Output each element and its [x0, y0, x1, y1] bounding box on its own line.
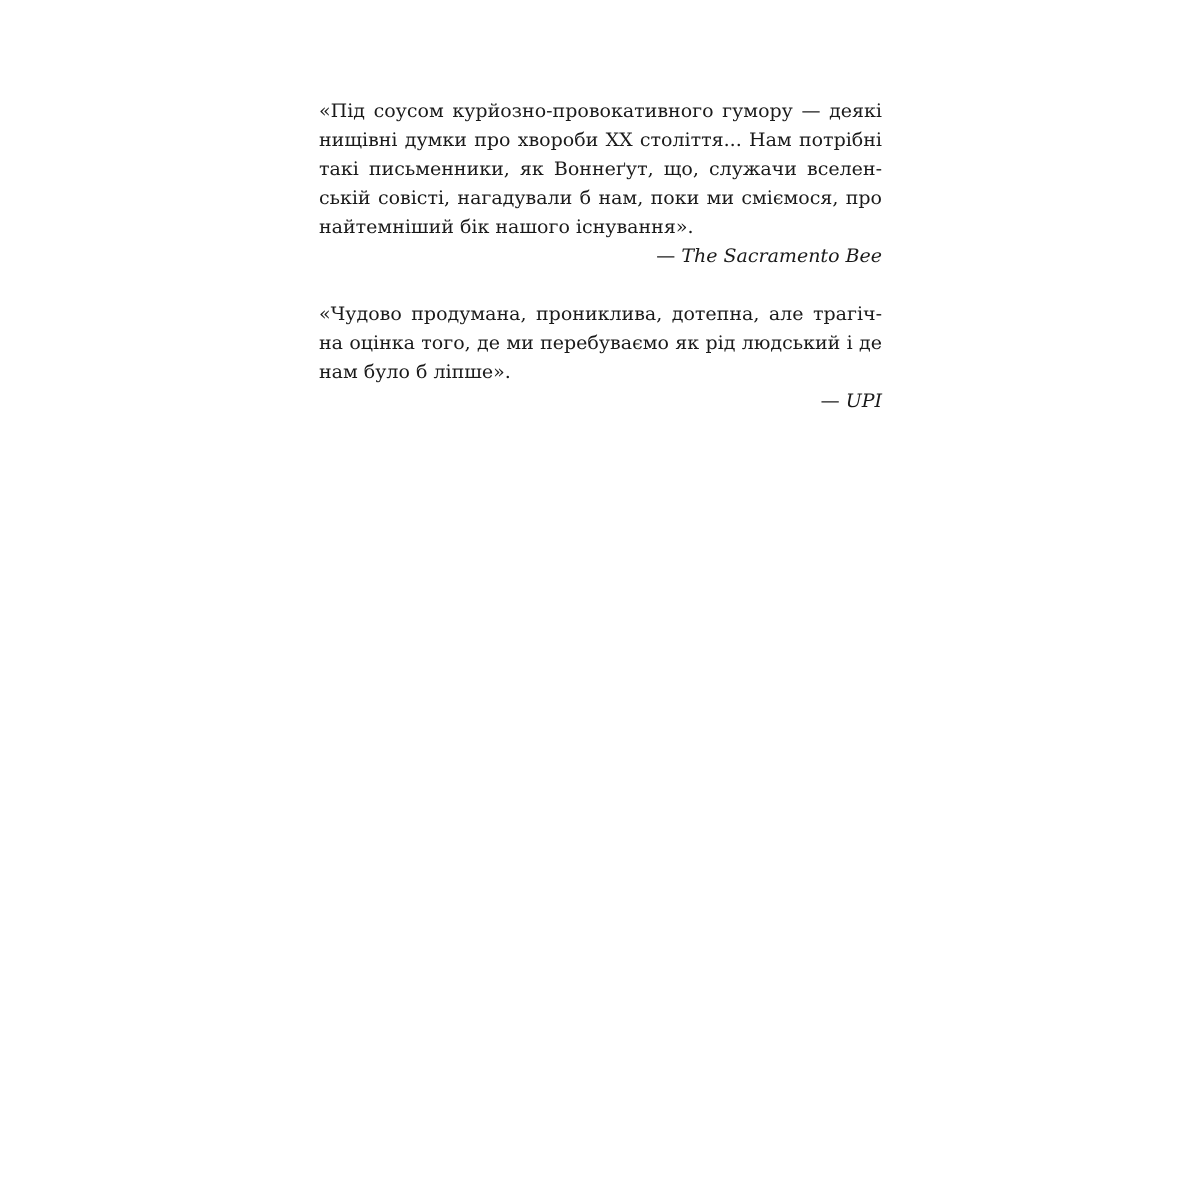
- attribution: [319, 387, 882, 416]
- review-blurb-sacramento-bee: [319, 97, 882, 271]
- attribution-source: The Sacramento Bee: [681, 245, 882, 267]
- page-content: [319, 97, 882, 416]
- quote-line: на оцінка того, де ми перебуваємо як рід людський і де: [319, 332, 882, 354]
- attribution-dash: —: [820, 390, 840, 412]
- attribution: [319, 242, 882, 271]
- attribution-dash: —: [656, 245, 676, 267]
- quote-line: нищівні думки про хвороби XX століття... Нам потрібні: [319, 129, 882, 151]
- quote-line: «Під соусом курйозно-провокативного гумору — деякі: [319, 100, 882, 122]
- quote-line: нам було б ліпше».: [319, 361, 511, 383]
- quote-line: «Чудово продумана, прониклива, дотепна, але трагіч-: [319, 303, 882, 325]
- quote-line: такі письменники, як Воннеґут, що, служачи вселен-: [319, 158, 882, 180]
- quote-line: ській совісті, нагадували б нам, поки ми сміємося, про: [319, 187, 882, 209]
- review-blurb-upi: [319, 300, 882, 416]
- attribution-source: UPI: [845, 390, 882, 412]
- quote-line: найтемніший бік нашого існування».: [319, 216, 694, 238]
